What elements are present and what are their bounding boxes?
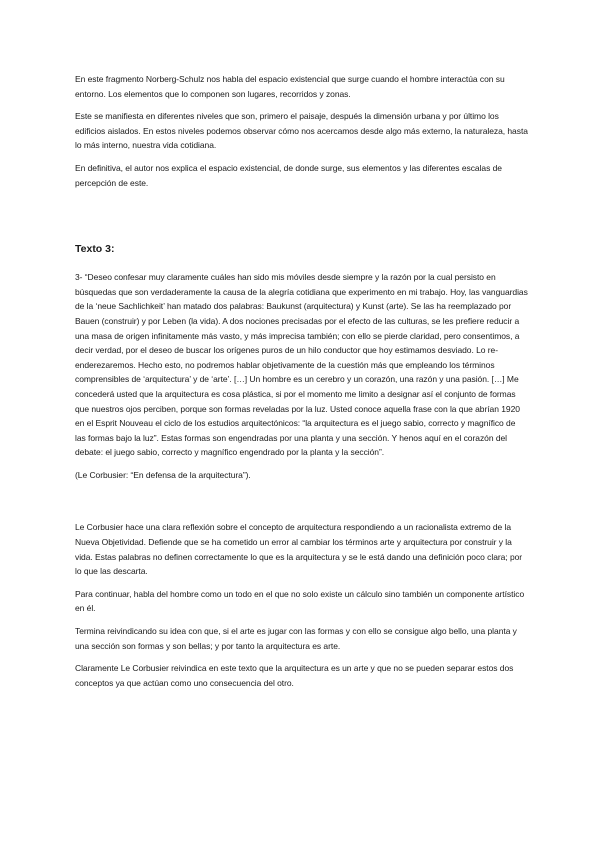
analysis-paragraph-4: Claramente Le Corbusier reivindica en este texto que la arquitectura es un arte y que no se pueden separar estos dos conceptos ya que actúan como uno consecuencia del otro.	[75, 663, 514, 688]
quote-citation: (Le Corbusier: “En defensa de la arquitectura”).	[75, 469, 251, 480]
intro-paragraph-3: En definitiva, el autor nos explica el espacio existencial, de donde surge, sus elementos y las diferentes escalas de percepción de este.	[75, 162, 502, 188]
analysis-paragraph-3: Termina reivindicando su idea con que, si el arte es jugar con las formas y con ello se consigue algo bello, una planta y una sección son formas y son bellas; y por tanto la arquitectura es arte.	[75, 626, 517, 651]
section-heading-wrap	[75, 242, 528, 256]
quote-text: 3- “Deseo confesar muy claramente cuáles han sido mis móviles desde siempre y la razón por la cual persisto en búsquedas que son verdaderamente la causa de la alegría cotidiana que experimento en mi trabajo. Hoy, las vanguardias de la ‘neue Sachlichkeit’ han matado dos palabras: Baukunst (arquitectura) y Kunst (arte). Se las ha reemplazado por Bauen (construir) y por Leben (la vida). A dos nociones precisadas por el efecto de las culturas, se les prefiere reducir a una masa de origen infinitamente más vasto, y más imprecisa también; con ello se pierde claridad, pero consentimos, a decir verdad, por el deseo de buscar los orígenes puros de un hilo conductor que hoy estimamos desviado. Lo re-enderezaremos. Hecho esto, no podremos hablar objetivamente de la cuestión más que empleando los términos comprensibles de ‘arquitectura’ y de ‘arte’. […] Un hombre es un cerebro y un corazón, una razón y una pasión. […] Me concederá usted que la arquitectura es cosa plástica, si por el momento me limito a designar así el conjunto de formas que nuestros ojos perciben, porque son formas reveladas por la luz. Usted conoce aquella frase con la que abrían 1920 en el Esprit Nouveau el ciclo de los estudios arquitectónicos: “la arquitectura es el juego sabio, correcto y magnífico de las formas bajo la luz”. Estas formas son engendradas por una planta y una sección. Y henos aquí en el corazón del debate: el juego sabio, correcto y magnífico engendrado por la planta y la sección”.	[75, 272, 528, 458]
analysis-paragraph-1: Le Corbusier hace una clara reflexión sobre el concepto de arquitectura respondiendo a un racionalista extremo de la Nueva Objetividad. Defiende que se ha cometido un error al cambiar los términos arte y arquitectura por construir y la vida. Estas palabras no definen correctamente lo que es la arquitectura y se le está dando una definición poco clara; por lo que las descarta.	[75, 522, 523, 577]
intro-section	[75, 72, 528, 190]
intro-paragraph-2: Este se manifiesta en diferentes niveles que son, primero el paisaje, después la dimensión urbana y por último los edificios aislados. En estos niveles podemos observar cómo nos acercamos desde algo más externo, la naturaleza, hasta lo más interno, nuestra vida cotidiana.	[75, 111, 528, 151]
analysis-paragraph-2: Para continuar, habla del hombre como un todo en el que no solo existe un cálculo sino también un componente artístico en él.	[75, 588, 525, 614]
intro-paragraph-1: En este fragmento Norberg-Schulz nos habla del espacio existencial que surge cuando el hombre interactúa con su entorno. Los elementos que lo componen son lugares, recorridos y zonas.	[75, 74, 505, 99]
quote-section	[75, 270, 528, 482]
analysis-section	[75, 520, 528, 690]
section-heading: Texto 3:	[75, 243, 115, 256]
